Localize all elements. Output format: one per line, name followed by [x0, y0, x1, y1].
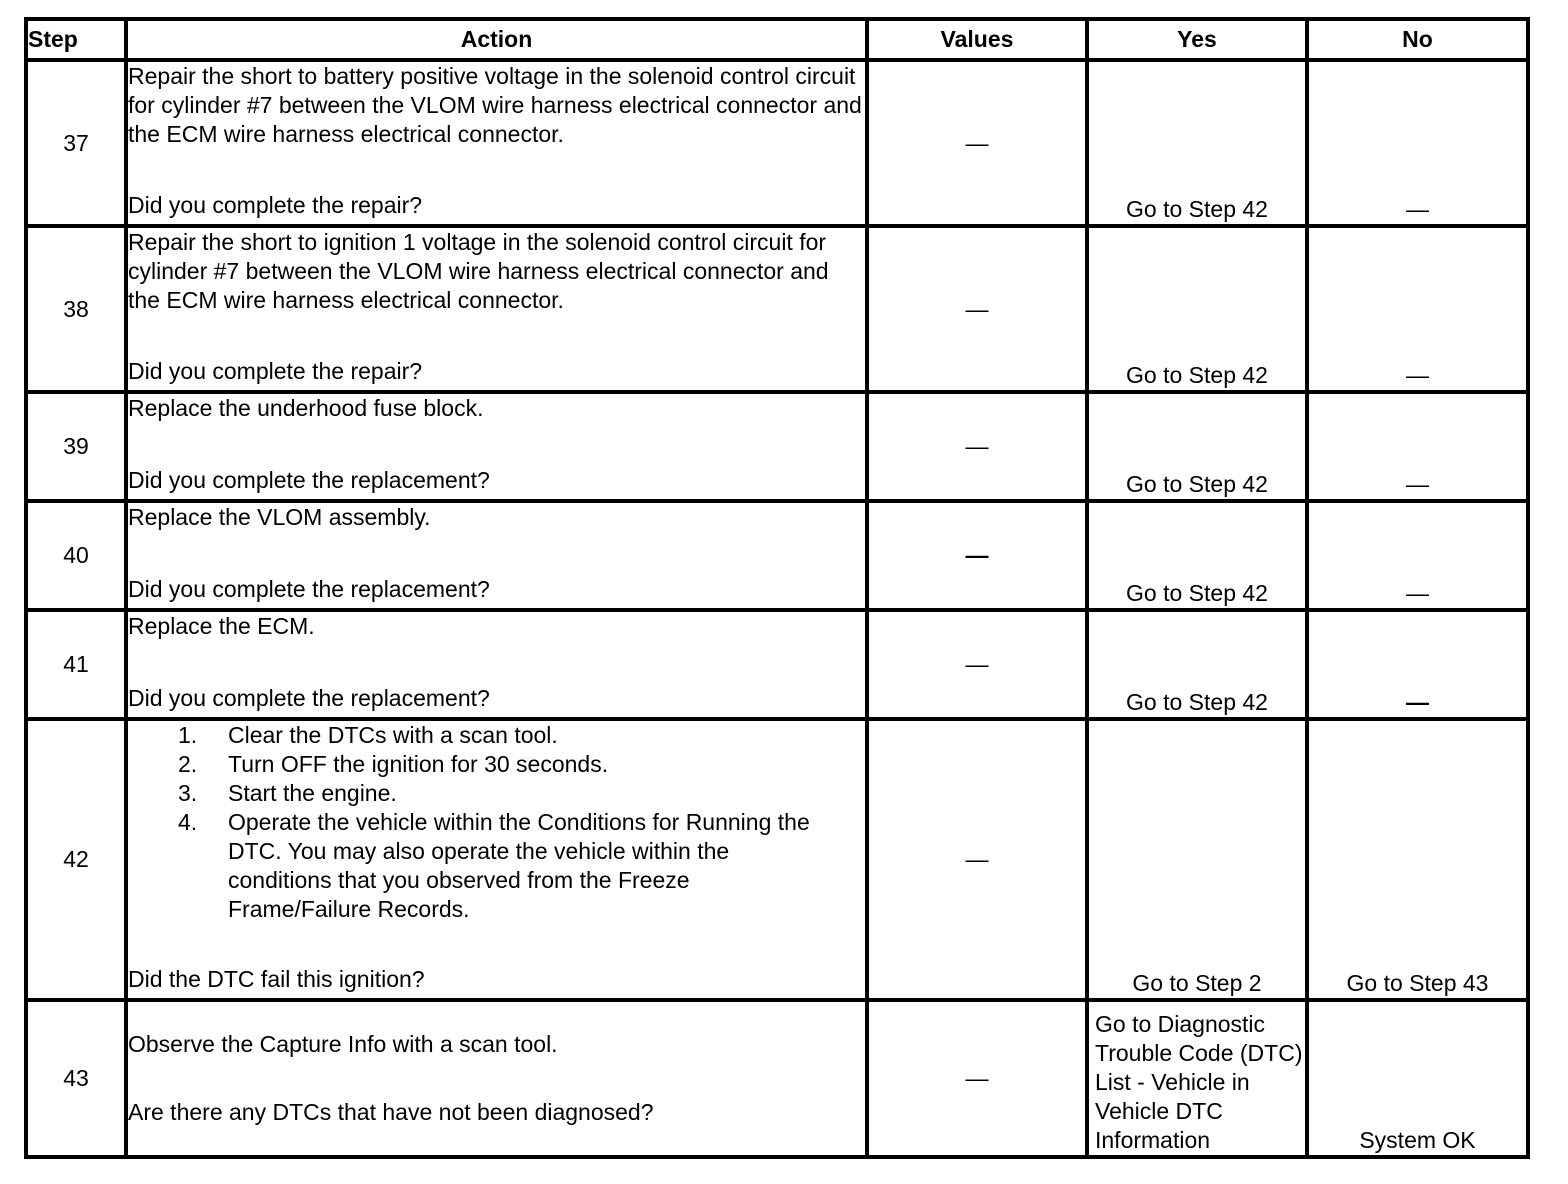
step-number: 42: [26, 719, 126, 1000]
action-text: Observe the Capture Info with a scan tool.: [128, 1031, 558, 1057]
step-number: 41: [26, 610, 126, 719]
yes-cell: Go to Step 42: [1087, 226, 1307, 392]
header-action: Action: [126, 19, 867, 60]
values-cell: —: [867, 610, 1087, 719]
step-number: 38: [26, 226, 126, 392]
list-item: 2. Turn OFF the ignition for 30 seconds.: [178, 751, 609, 777]
action-question: Are there any DTCs that have not been diagnosed?: [128, 1099, 654, 1125]
action-cell: [126, 1000, 867, 1157]
no-cell: —: [1307, 60, 1528, 226]
no-cell: Go to Step 43: [1307, 719, 1528, 1000]
yes-cell: Go to Step 42: [1087, 501, 1307, 610]
action-question: Did you complete the replacement?: [128, 467, 490, 493]
header-step: Step: [26, 19, 126, 60]
action-question: Did the DTC fail this ignition?: [128, 966, 425, 992]
values-cell: —: [867, 501, 1087, 610]
action-cell: [126, 719, 867, 1000]
header-row: [26, 19, 1528, 60]
table-row: [26, 60, 1528, 226]
action-text: Replace the underhood fuse block.: [128, 395, 484, 421]
table-row: [26, 1000, 1528, 1157]
no-cell: System OK: [1307, 1000, 1528, 1157]
yes-cell: Go to Step 42: [1087, 60, 1307, 226]
yes-cell: Go to Step 42: [1087, 392, 1307, 501]
action-text: Repair the short to ignition 1 voltage in the solenoid control circuit for cylinder #7 between the VLOM wire harness electrical connector and the ECM wire harness electrical connector.: [128, 229, 829, 313]
list-item: 1. Clear the DTCs with a scan tool.: [178, 722, 558, 748]
values-cell: —: [867, 719, 1087, 1000]
action-cell: [126, 60, 867, 226]
step-number: 43: [26, 1000, 126, 1157]
action-cell: [126, 501, 867, 610]
action-text: Replace the ECM.: [128, 613, 315, 639]
table-row: [26, 501, 1528, 610]
diagnostic-table: [24, 17, 1530, 1159]
list-item: 3. Start the engine.: [178, 780, 397, 806]
action-text: Repair the short to battery positive voltage in the solenoid control circuit for cylinder #7 between the VLOM wire harness electrical connector and the ECM wire harness electrical connector.: [128, 63, 862, 147]
action-cell: [126, 392, 867, 501]
step-number: 37: [26, 60, 126, 226]
table-row: [26, 719, 1528, 1000]
header-no: No: [1307, 19, 1528, 60]
values-cell: —: [867, 60, 1087, 226]
no-cell: —: [1307, 610, 1528, 719]
table-row: [26, 226, 1528, 392]
action-question: Did you complete the repair?: [128, 358, 423, 384]
action-question: Did you complete the replacement?: [128, 685, 490, 711]
action-question: Did you complete the replacement?: [128, 576, 490, 602]
values-cell: —: [867, 226, 1087, 392]
table-row: [26, 610, 1528, 719]
action-text: Replace the VLOM assembly.: [128, 504, 431, 530]
action-cell: [126, 610, 867, 719]
header-yes: Yes: [1087, 19, 1307, 60]
yes-cell: Go to Diagnostic Trouble Code (DTC) List - Vehicle in Vehicle DTC Information: [1087, 1000, 1307, 1157]
yes-cell: Go to Step 42: [1087, 610, 1307, 719]
action-cell: [126, 226, 867, 392]
yes-cell: Go to Step 2: [1087, 719, 1307, 1000]
no-cell: —: [1307, 226, 1528, 392]
step-number: 39: [26, 392, 126, 501]
no-cell: —: [1307, 392, 1528, 501]
procedure-list: [128, 721, 865, 924]
values-cell: —: [867, 1000, 1087, 1157]
action-question: Did you complete the repair?: [128, 192, 423, 218]
no-cell: —: [1307, 501, 1528, 610]
step-number: 40: [26, 501, 126, 610]
header-values: Values: [867, 19, 1087, 60]
list-item: 4. Operate the vehicle within the Conditions for Running the DTC. You may also operate the vehicle within the conditions that you observed from the Freeze Frame/Failure Records.: [178, 809, 810, 922]
values-cell: —: [867, 392, 1087, 501]
table-row: [26, 392, 1528, 501]
